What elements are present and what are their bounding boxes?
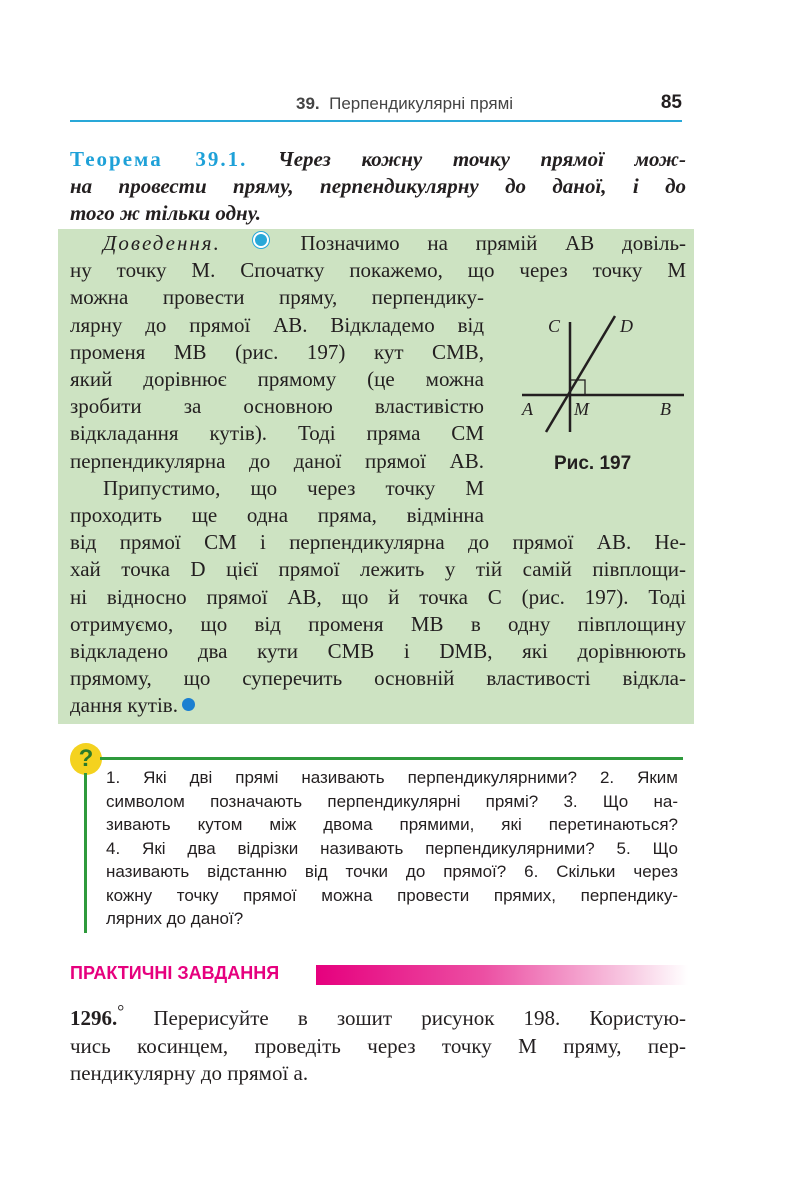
question-line: зивають кутом між двома прямими, які перетинаються?	[106, 815, 678, 834]
proof-line: хай точка D цієї прямої лежить у тій самій півплощи-	[70, 557, 686, 582]
task-1296	[70, 998, 686, 1088]
question-line: лярних до даної?	[106, 909, 244, 928]
proof-line: можна провести пряму, перпендику-	[70, 285, 484, 310]
proof-line: проходить ще одна пряма, відмінна	[70, 503, 484, 528]
proof-line: прямому, що суперечить основній властивості відкла-	[70, 666, 686, 691]
practice-heading	[70, 963, 682, 989]
proof-line: Позначимо на прямій AB довіль-	[300, 231, 687, 255]
proof-label: Доведення.	[103, 231, 221, 255]
proof-line: зробити за основною властивістю	[70, 394, 484, 419]
proof-end-icon	[182, 698, 195, 711]
proof-line: ні відносно прямої AB, що й точка C (рис. 197). Тоді	[70, 584, 686, 609]
task-line: Перерисуйте в зошит рисунок 198. Користую-	[153, 1006, 687, 1030]
practice-title: ПРАКТИЧНІ ЗАВДАННЯ	[70, 963, 280, 983]
proof-line: перпендикулярна до даної прямої AB.	[70, 448, 484, 473]
task-number: 1296.	[70, 1006, 118, 1030]
label-c: C	[548, 316, 561, 336]
figure-197	[518, 308, 688, 438]
proof-line: отримуємо, що від променя MB в одну півплощину	[70, 611, 686, 636]
proof-line: від прямої CM і перпендикулярна до прямої AB. Не-	[70, 530, 686, 555]
review-questions	[106, 766, 678, 931]
proof-line: лярну до прямої AB. Відкладемо від	[70, 312, 484, 337]
theorem-text-line: на провести пряму, перпендикулярну до даної, і до	[70, 174, 686, 198]
proof-line: відкладено два кути CMB і DMB, які дорівнюють	[70, 639, 686, 664]
label-a: A	[522, 399, 533, 419]
proof-line: ну точку M. Спочатку покажемо, що через точку M	[70, 258, 686, 283]
task-degree-mark: °	[117, 1001, 125, 1021]
task-line: пендикулярну до прямої a.	[70, 1061, 309, 1085]
question-line: 4. Які два відрізки називають перпендикулярними? 5. Що	[106, 838, 678, 858]
theorem-text-line: того ж тільки одну.	[70, 201, 261, 225]
theorem-text-line: Через кожну точку прямої мож-	[278, 147, 686, 171]
proof-line: променя MB (рис. 197) кут CMB,	[70, 339, 484, 364]
practice-gradient-bar	[316, 965, 688, 985]
label-m: M	[574, 399, 589, 419]
figure-caption: Рис. 197	[554, 453, 632, 474]
question-line: символом позначають перпендикулярні прямі? 3. Що на-	[106, 791, 678, 811]
proof-line: Припустимо, що через точку M	[103, 475, 484, 500]
theorem-label: Теорема 39.1.	[70, 147, 248, 171]
questions-top-rule	[100, 757, 683, 760]
question-line: називають відстанню від точки до прямої? 6. Скільки через	[106, 862, 678, 881]
question-icon: ?	[70, 743, 102, 775]
page-number: 85	[660, 92, 682, 113]
task-line: чись косинцем, проведіть через точку M пряму, пер-	[70, 1033, 686, 1058]
proof-start-icon	[253, 232, 269, 248]
theorem-block	[70, 146, 686, 227]
questions-side-rule	[84, 773, 87, 933]
label-b: B	[660, 399, 671, 419]
section-heading: 39. Перпендикулярні прямі	[296, 94, 514, 113]
proof-line: дання кутів.	[70, 693, 178, 718]
proof-line: відкладання кутів). Тоді пряма CM	[70, 421, 484, 446]
proof-line: який дорівнює прямому (це можна	[70, 367, 484, 392]
label-d: D	[620, 316, 633, 336]
page-header	[70, 94, 682, 122]
question-line: кожну точку прямої можна провести прямих, перпендику-	[106, 885, 678, 905]
question-line: 1. Які дві прямі називають перпендикулярними? 2. Яким	[106, 768, 678, 787]
